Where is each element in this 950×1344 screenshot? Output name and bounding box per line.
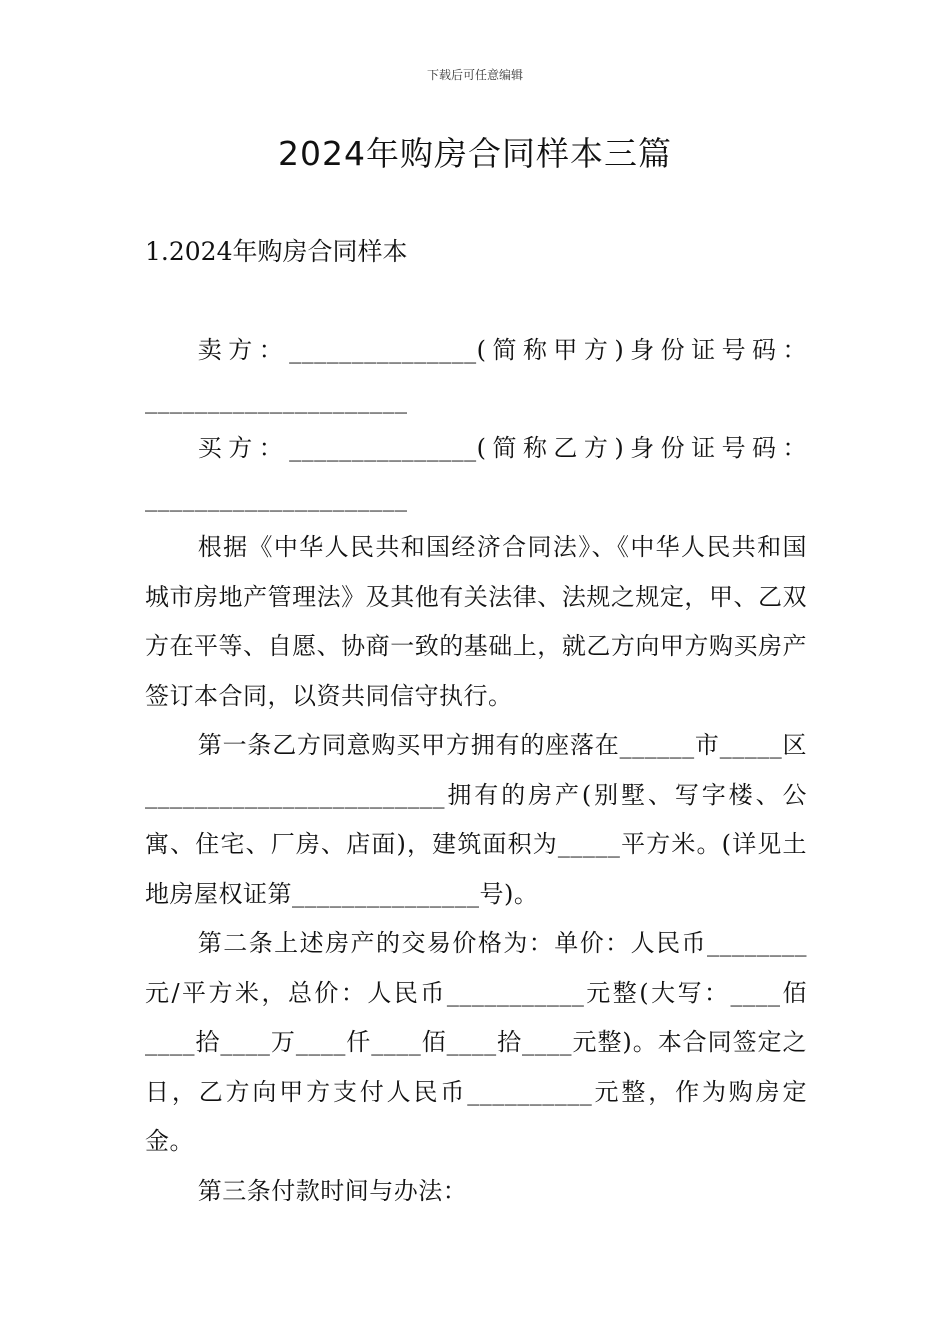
seller-block bbox=[145, 326, 807, 425]
header-note: 下载后可任意编辑 bbox=[426, 68, 523, 82]
document-title: 2024年购房合同样本三篇 bbox=[278, 134, 672, 173]
preamble-paragraph: 根据《中华人民共和国经济合同法》、《中华人民共和国城市房地产管理法》及其他有关法律、法规之规定，甲、乙双方在平等、自愿、协商一致的基础上，就乙方向甲方购买房产签订本合同，以资共同信守执行。 bbox=[145, 533, 807, 710]
buyer-paragraph: 买方：_______________(简称乙方)身份证号码：_____________________ bbox=[145, 434, 807, 512]
seller-paragraph: 卖方：_______________(简称甲方)身份证号码：_____________________ bbox=[145, 336, 807, 414]
section-heading: 1.2024年购房合同样本 bbox=[145, 237, 408, 266]
article-3-paragraph: 第三条付款时间与办法： bbox=[197, 1176, 468, 1205]
contract-body bbox=[145, 523, 807, 1216]
article-1-paragraph: 第一条乙方同意购买甲方拥有的座落在______市_____区________________________拥有的房产(别墅、写字楼、公寓、住宅、厂房、店面)，建筑面积为_____平方米。(详见土地房屋权证第_______________号)。 bbox=[145, 731, 807, 908]
buyer-block bbox=[145, 424, 807, 523]
article-2-paragraph: 第二条上述房产的交易价格为：单价：人民币________元/平方米，总价：人民币___________元整(大写：____佰____拾____万____仟____佰____拾____元整)。本合同签定之日，乙方向甲方支付人民币__________元整，作为购房定金。 bbox=[145, 929, 807, 1155]
